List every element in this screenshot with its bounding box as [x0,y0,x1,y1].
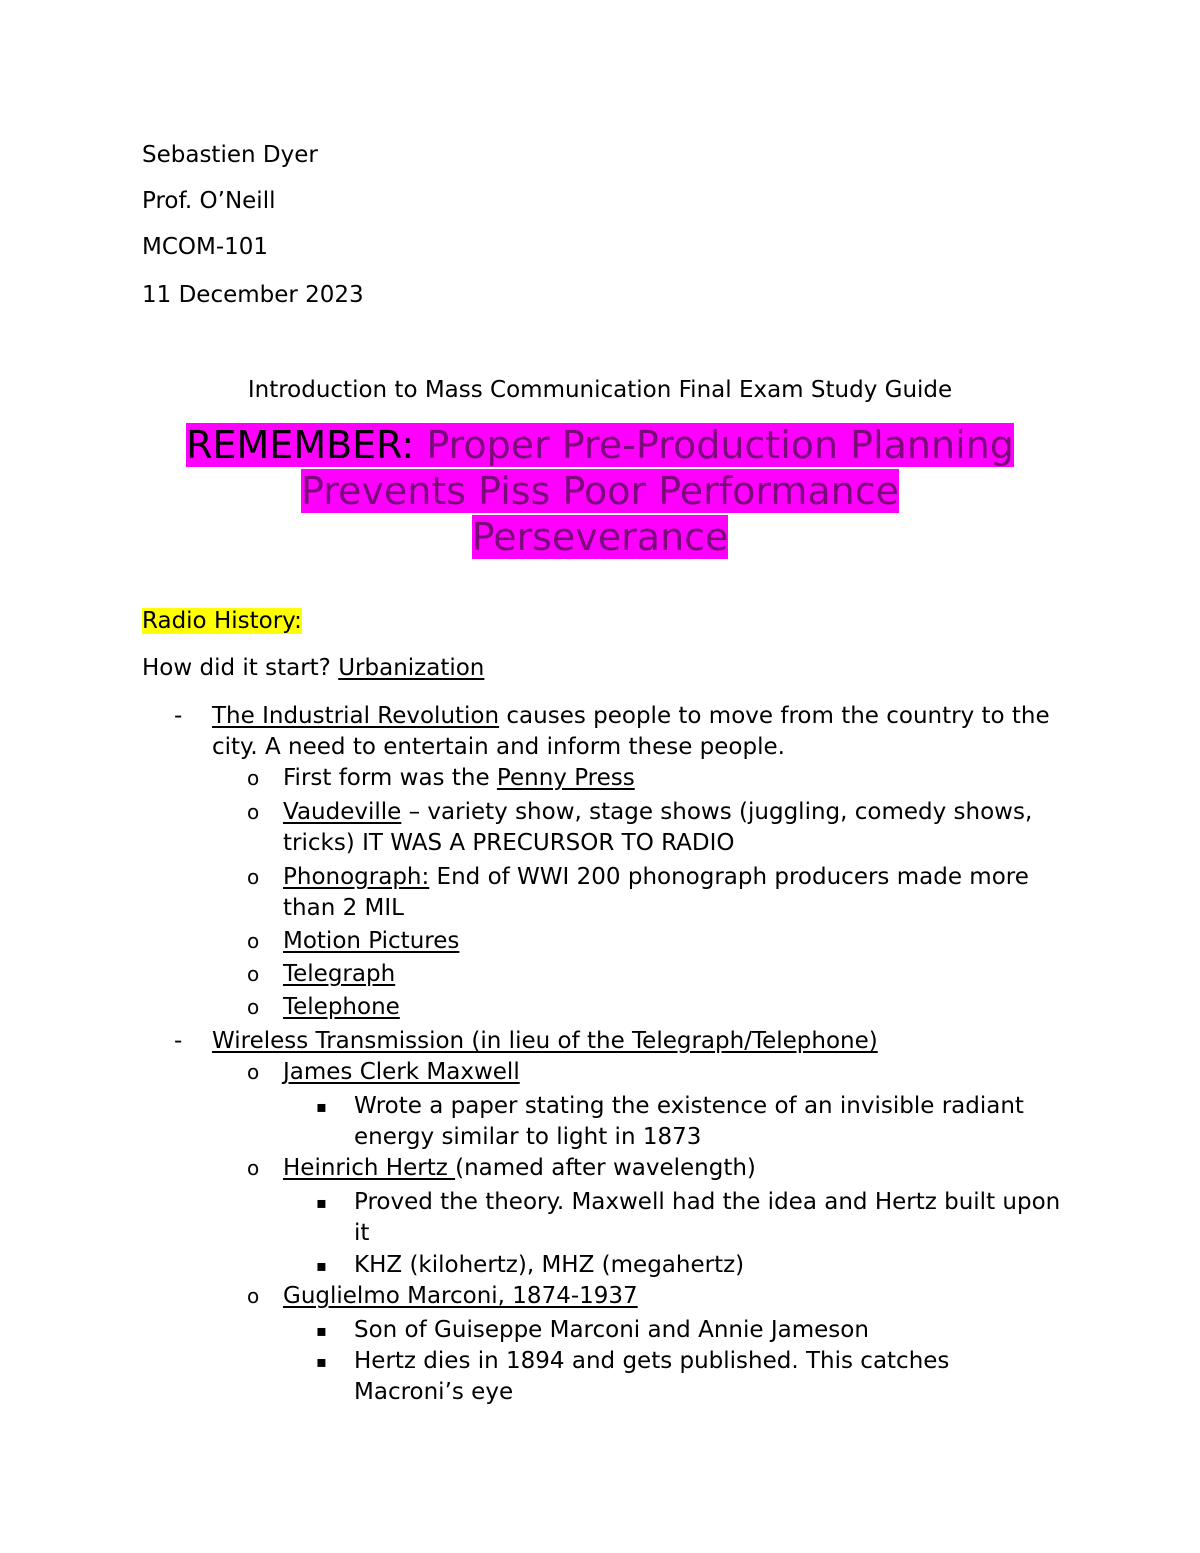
circle-bullet: o [247,1284,260,1308]
list-item [174,1026,1062,1057]
question-line [142,654,484,682]
list-item [247,926,1063,957]
remember-line-1 [186,423,1014,467]
list-item [316,1250,1064,1281]
circle-bullet: o [247,1156,260,1180]
list-item [247,862,1063,924]
list-item [316,1187,1064,1249]
square-bullet: ▪ [316,1321,327,1340]
telephone-term: Telephone [283,994,400,1020]
date: 11 December 2023 [142,282,364,308]
phonograph-text: End of WWI 200 phonograph producers made more than 2 MIL [283,864,1029,921]
circle-bullet: o [247,800,260,824]
penny-press-term: Penny Press [496,765,635,791]
industrial-revolution-text: causes people to move from the country to the city. A need to entertain and inform these people. [212,703,1050,760]
professor-name: Prof. O’Neill [142,188,276,214]
marconi-hertz-text: Hertz dies in 1894 and gets published. This catches Macroni’s eye [354,1348,950,1405]
remember-line-3: Perseverance [471,515,729,559]
document-title: Introduction to Mass Communication Final Exam Study Guide [247,377,953,403]
remember-line-1-text: Proper Pre-Production Planning [414,423,1014,467]
list-item [247,1281,1063,1312]
question-answer: Urbanization [338,655,485,681]
vaudeville-text: – variety show, stage shows (juggling, comedy shows, tricks) IT WAS A PRECURSOR TO RADIO [283,799,1033,856]
list-item [247,763,1063,794]
industrial-revolution-term: The Industrial Revolution [212,703,500,729]
author-name: Sebastien Dyer [142,142,318,168]
square-bullet: ▪ [316,1256,327,1275]
circle-bullet: o [247,962,260,986]
list-item [247,1153,1063,1184]
question-text: How did it start? [142,655,339,681]
section-heading-text: Radio History: [142,608,302,634]
remember-label: REMEMBER: [186,423,415,467]
vaudeville-term: Vaudeville [283,799,402,825]
penny-press-text: First form was the [283,765,497,791]
circle-bullet: o [247,995,260,1019]
square-bullet: ▪ [316,1352,327,1371]
marconi-term: Guglielmo Marconi, 1874-1937 [283,1283,638,1309]
telegraph-term: Telegraph [283,961,396,987]
motion-pictures-term: Motion Pictures [283,928,460,954]
list-item [247,797,1063,859]
square-bullet: ▪ [316,1097,327,1116]
maxwell-paper-text: Wrote a paper stating the existence of an invisible radiant energy similar to light in 1873 [354,1093,1024,1150]
hertz-units-text: KHZ (kilohertz), MHZ (megahertz) [354,1252,745,1278]
list-item [174,701,1062,763]
list-item [247,1057,1063,1088]
wireless-transmission-term: Wireless Transmission (in lieu of the Telegraph/Telephone) [212,1028,878,1054]
section-heading [142,607,302,635]
list-item [316,1091,1064,1153]
circle-bullet: o [247,1060,260,1084]
phonograph-term: Phonograph: [283,864,430,890]
square-bullet: ▪ [316,1193,327,1212]
circle-bullet: o [247,865,260,889]
course-code: MCOM-101 [142,234,269,260]
hertz-text: (named after wavelength) [455,1155,756,1181]
circle-bullet: o [247,766,260,790]
remember-callout [0,422,1200,560]
dash-bullet: - [174,1028,183,1054]
list-item [247,992,1063,1023]
list-item [316,1346,1064,1408]
maxwell-term: James Clerk Maxwell [283,1059,520,1085]
remember-line-2: Prevents Piss Poor Performance [300,469,900,513]
hertz-proved-text: Proved the theory. Maxwell had the idea and Hertz built upon it [354,1189,1061,1246]
dash-bullet: - [174,703,183,729]
circle-bullet: o [247,929,260,953]
hertz-term: Heinrich Hertz [283,1155,456,1181]
list-item [316,1315,1064,1346]
marconi-son-text: Son of Guiseppe Marconi and Annie Jameson [354,1317,869,1343]
list-item [247,959,1063,990]
